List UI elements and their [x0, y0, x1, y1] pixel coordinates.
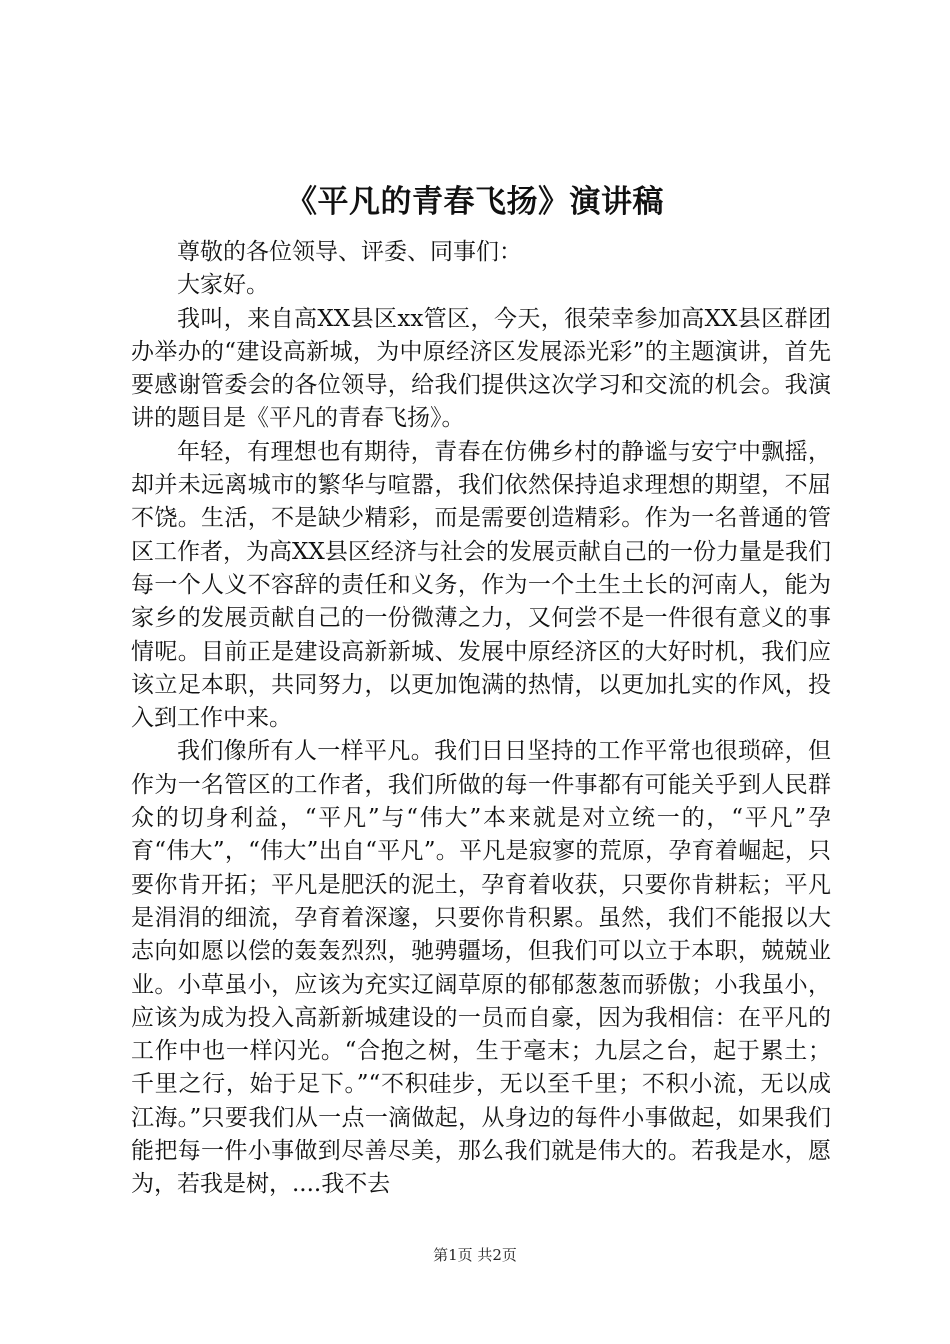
- document-body: [131, 236, 831, 1202]
- paragraph-ordinary: 我们像所有人一样平凡。我们日日坚持的工作平常也很琐碎，但作为一名管区的工作者，我们所做的每一件事都有可能关乎到人民群众的切身利益，“平凡”与“伟大”本来就是对立统一的，“平凡”孕育“伟大”，“伟大”出自“平凡”。平凡是寂寥的荒原，孕育着崛起，只要你肯开拓；平凡是肥沃的泥土，孕育着收获，只要你肯耕耘；平凡是涓涓的细流，孕育着深邃，只要你肯积累。虽然，我们不能报以大志向如愿以偿的轰轰烈烈，驰骋疆场，但我们可以立于本职，兢兢业业。小草虽小，应该为充实辽阔草原的郁郁葱葱而骄傲；小我虽小，应该为成为投入高新新城建设的一员而自豪，因为我相信：在平凡的工作中也一样闪光。“合抱之树，生于毫末；九层之台，起于累土；千里之行，始于足下。”“不积硅步，无以至千里；不积小流，无以成江海。”只要我们从一点一滴做起，从身边的每件小事做起，如果我们能把每一件小事做到尽善尽美，那么我们就是伟大的。若我是水，愿为，若我是树，....我不去: [131, 738, 831, 1198]
- document-title: 《平凡的青春飞扬》演讲稿: [286, 184, 664, 220]
- page-footer: 第1页 共2页: [433, 1246, 517, 1264]
- paragraph-youth: 年轻，有理想也有期待，青春在仿佛乡村的静谧与安宁中飘摇，却并未远离城市的繁华与喧嚣，我们依然保持追求理想的期望，不屈不饶。生活，不是缺少精彩，而是需要创造精彩。作为一名普通的管区工作者，为高XX县区经济与社会的发展贡献自己的一份力量是我们每一个人义不容辞的责任和义务，作为一个土生土长的河南人，能为家乡的发展贡献自己的一份微薄之力，又何尝不是一件很有意义的事情呢。目前正是建设高新新城、发展中原经济区的大好时机，我们应该立足本职，共同努力，以更加饱满的热情，以更加扎实的作风，投入到工作中来。: [131, 438, 831, 732]
- greeting: 大家好。: [177, 272, 269, 299]
- paragraph-intro: 我叫，来自高XX县区xx管区，今天，很荣幸参加高XX县区群团办举办的“建设高新城，为中原经济区发展添光彩”的主题演讲，首先要感谢管委会的各位领导，给我们提供这次学习和交流的机会。我演讲的题目是《平凡的青春飞扬》。: [131, 305, 831, 432]
- salutation: 尊敬的各位领导、评委、同事们：: [177, 239, 522, 265]
